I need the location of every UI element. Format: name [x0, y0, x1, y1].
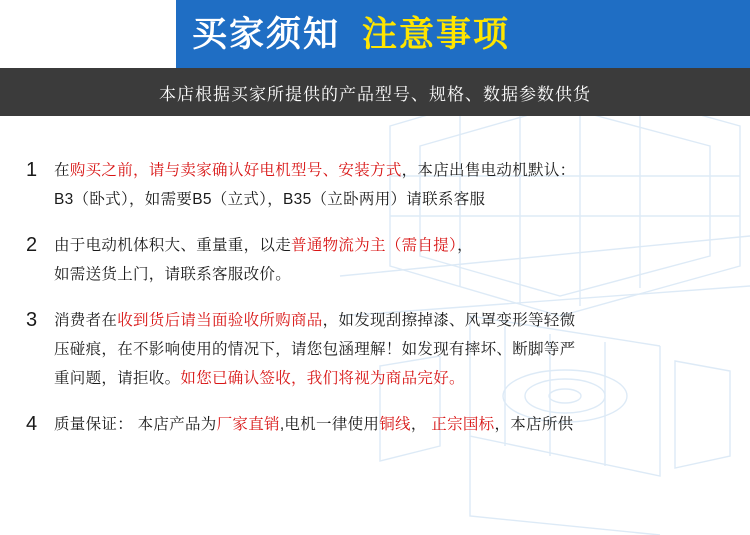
- page-header: [0, 0, 750, 116]
- list-item-text: [54, 410, 726, 439]
- list-item-text: [54, 156, 726, 214]
- list-item-line: 消费者在收到货后请当面验收所购商品，如发现刮擦掉漆、风罩变形等轻微: [54, 312, 576, 329]
- list-item-line: 质量保证： 本店产品为厂家直销,电机一律使用铜线， 正宗国标，本店所供: [54, 416, 574, 433]
- list-item-text: [54, 231, 726, 289]
- header-subtitle: 本店根据买家所提供的产品型号、规格、数据参数供货: [159, 84, 591, 104]
- list-item-number: 2: [26, 234, 38, 256]
- header-title-row: [176, 0, 750, 68]
- page-title-accent: 注意事项: [362, 14, 511, 54]
- page-title: 买家须知: [192, 14, 341, 54]
- list-item-line: 在购买之前，请与卖家确认好电机型号、安装方式，本店出售电动机默认：: [54, 162, 576, 179]
- list-item-number: 4: [26, 413, 38, 435]
- list-item: [24, 231, 726, 289]
- notice-list: [0, 116, 750, 535]
- header-subtitle-bar: [0, 68, 750, 116]
- list-item-text: [54, 306, 726, 393]
- list-item-line: 如需送货上门，请联系客服改价。: [54, 266, 292, 283]
- list-item-number: 3: [26, 309, 38, 331]
- list-item: [24, 306, 726, 393]
- list-item-line: 压碰痕，在不影响使用的情况下，请您包涵理解！如发现有摔坏、断脚等严: [54, 341, 576, 358]
- list-item-line: 重问题，请拒收。如您已确认签收，我们将视为商品完好。: [54, 370, 465, 387]
- list-item-line: B3（卧式），如需要B5（立式），B35（立卧两用）请联系客服: [54, 191, 486, 208]
- list-item-number: 1: [26, 159, 38, 181]
- list-item: [24, 156, 726, 214]
- list-item-line: 由于电动机体积大、重量重，以走普通物流为主（需自提），: [54, 237, 473, 254]
- list-item: [24, 410, 726, 439]
